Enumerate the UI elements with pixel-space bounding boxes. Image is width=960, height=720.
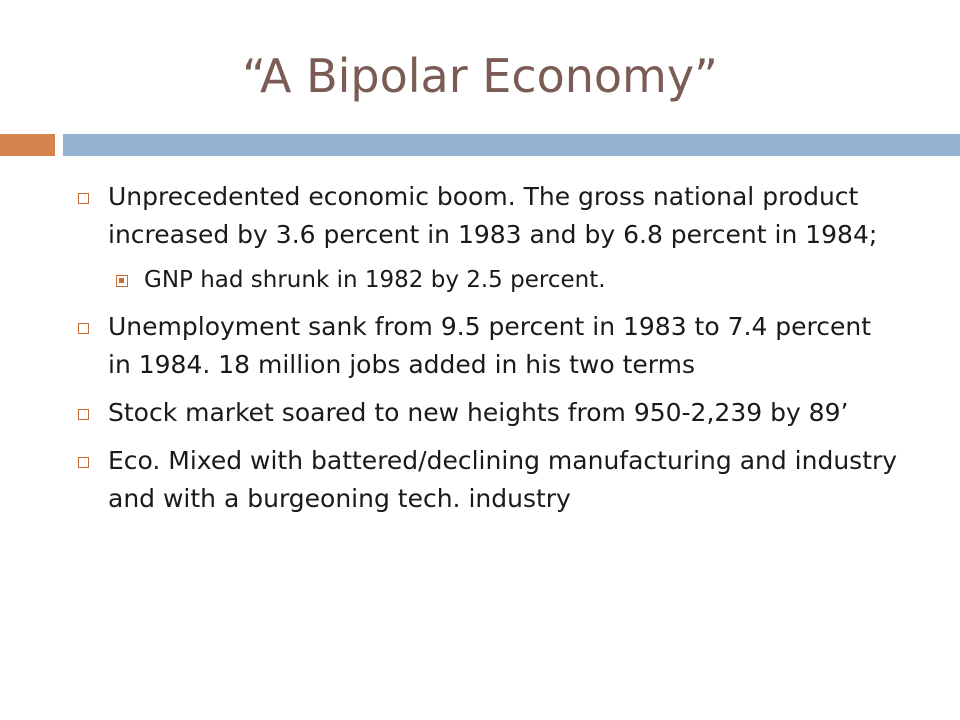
- square-bullet-icon: [78, 457, 89, 468]
- bullet-text: Stock market soared to new heights from 950-2,239 by 89’: [108, 398, 849, 427]
- square-bullet-icon: [78, 193, 89, 204]
- sub-bullet-text: GNP had shrunk in 1982 by 2.5 percent.: [144, 267, 606, 293]
- slide-title: “A Bipolar Economy”: [242, 49, 718, 103]
- bullet-text: Unprecedented economic boom. The gross national product increased by 3.6 percent in 1983 and by 6.8 percent in 1984;: [108, 182, 878, 249]
- bullet-item-gnp: [108, 178, 898, 254]
- filled-square-bullet-icon: [116, 275, 128, 287]
- accent-bar-orange: [0, 134, 55, 156]
- bullet-list: [0, 178, 960, 518]
- bullet-item-unemployment: [108, 308, 898, 384]
- square-bullet-icon: [78, 323, 89, 334]
- bullet-item-economy-mix: [108, 442, 898, 518]
- bullet-item-stock-market: [108, 394, 898, 432]
- bullet-text: Eco. Mixed with battered/declining manufacturing and industry and with a burgeoning tech. industry: [108, 446, 898, 513]
- bullet-text: Unemployment sank from 9.5 percent in 1983 to 7.4 percent in 1984. 18 million jobs added in his two terms: [108, 312, 872, 379]
- accent-bar-blue: [63, 134, 960, 156]
- sub-bullet-item-gnp-shrink: [144, 262, 884, 298]
- square-bullet-icon: [78, 409, 89, 420]
